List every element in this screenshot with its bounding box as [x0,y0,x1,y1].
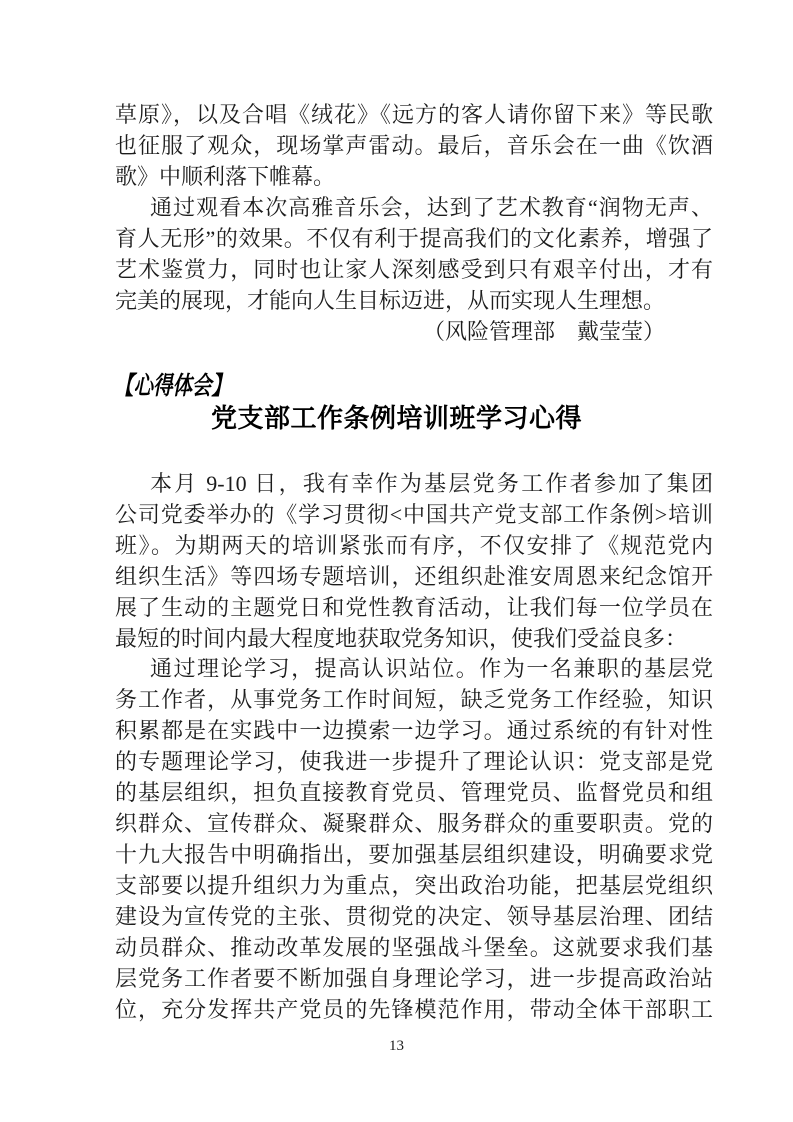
body-line: 育人无形”的效果。不仅有利于提高我们的文化素养，增强了 [115,226,713,251]
body-line: 十九大报告中明确指出，要加强基层组织建设，明确要求党 [115,842,713,867]
body-line: 动员群众、推动改革发展的坚强战斗堡垒。这就要求我们基 [115,935,713,960]
page-number: 13 [389,1038,404,1054]
body-line: 公司党委举办的《学习贯彻<中国共产党支部工作条例>培训 [115,502,713,527]
body-line: 积累都是在实践中一边摸索一边学习。通过系统的有针对性 [115,718,713,743]
music-review-paragraph-1 [115,99,713,192]
body-line: 组织生活》等四场专题培训，还组织赴淮安周恩来纪念馆开 [115,564,713,589]
signature-line: （风险管理部 戴莹莹） [422,319,665,344]
study-notes-paragraph-2 [115,653,713,1025]
body-line: 完美的展现，才能向人生目标迈进，从而实现人生理想。 [115,288,666,313]
body-line: 建设为宣传党的主张、贯彻党的决定、领导基层治理、团结 [115,904,713,929]
body-line: 也征服了观众，现场掌声雷动。最后，音乐会在一曲《饮酒 [115,133,713,158]
body-line: 织群众、宣传群众、凝聚群众、服务群众的重要职责。党的 [115,811,713,836]
body-line: 艺术鉴赏力，同时也让家人深刻感受到只有艰辛付出，才有 [115,257,713,282]
body-line: 通过观看本次高雅音乐会，达到了艺术教育“润物无声、 [150,195,713,220]
article-title: 党支部工作条例培训班学习心得 [210,403,582,433]
body-line: 最短的时间内最大程度地获取党务知识，使我们受益良多： [115,626,688,651]
body-line: 通过理论学习，提高认识站位。作为一名兼职的基层党 [150,656,713,681]
body-line: 的专题理论学习，使我进一步提升了理论认识：党支部是党 [115,749,713,774]
body-line: 展了生动的主题党日和党性教育活动，让我们每一位学员在 [115,595,713,620]
body-line: 歌》中顺利落下帷幕。 [115,164,336,189]
study-notes-paragraph-1 [115,468,713,654]
body-line: 草原》，以及合唱《绒花》《远方的客人请你留下来》等民歌 [115,102,713,127]
body-line: 层党务工作者要不断加强自身理论学习，进一步提高政治站 [115,966,713,991]
body-line: 本月 9-10 日，我有幸作为基层党务工作者参加了集团 [150,471,713,496]
music-review-paragraph-2 [115,192,713,316]
body-line: 位，充分发挥共产党员的先锋模范作用，带动全体干部职工 [115,997,713,1022]
body-line: 的基层组织，担负直接教育党员、管理党员、监督党员和组 [115,780,713,805]
section-heading: 【心得体会】 [114,373,232,400]
body-line: 支部要以提升组织力为重点，突出政治功能，把基层党组织 [115,873,713,898]
body-line: 务工作者，从事党务工作时间短，缺乏党务工作经验，知识 [115,687,713,712]
body-line: 班》。为期两天的培训紧张而有序，不仅安排了《规范党内 [115,533,713,558]
signature-block [115,316,713,347]
